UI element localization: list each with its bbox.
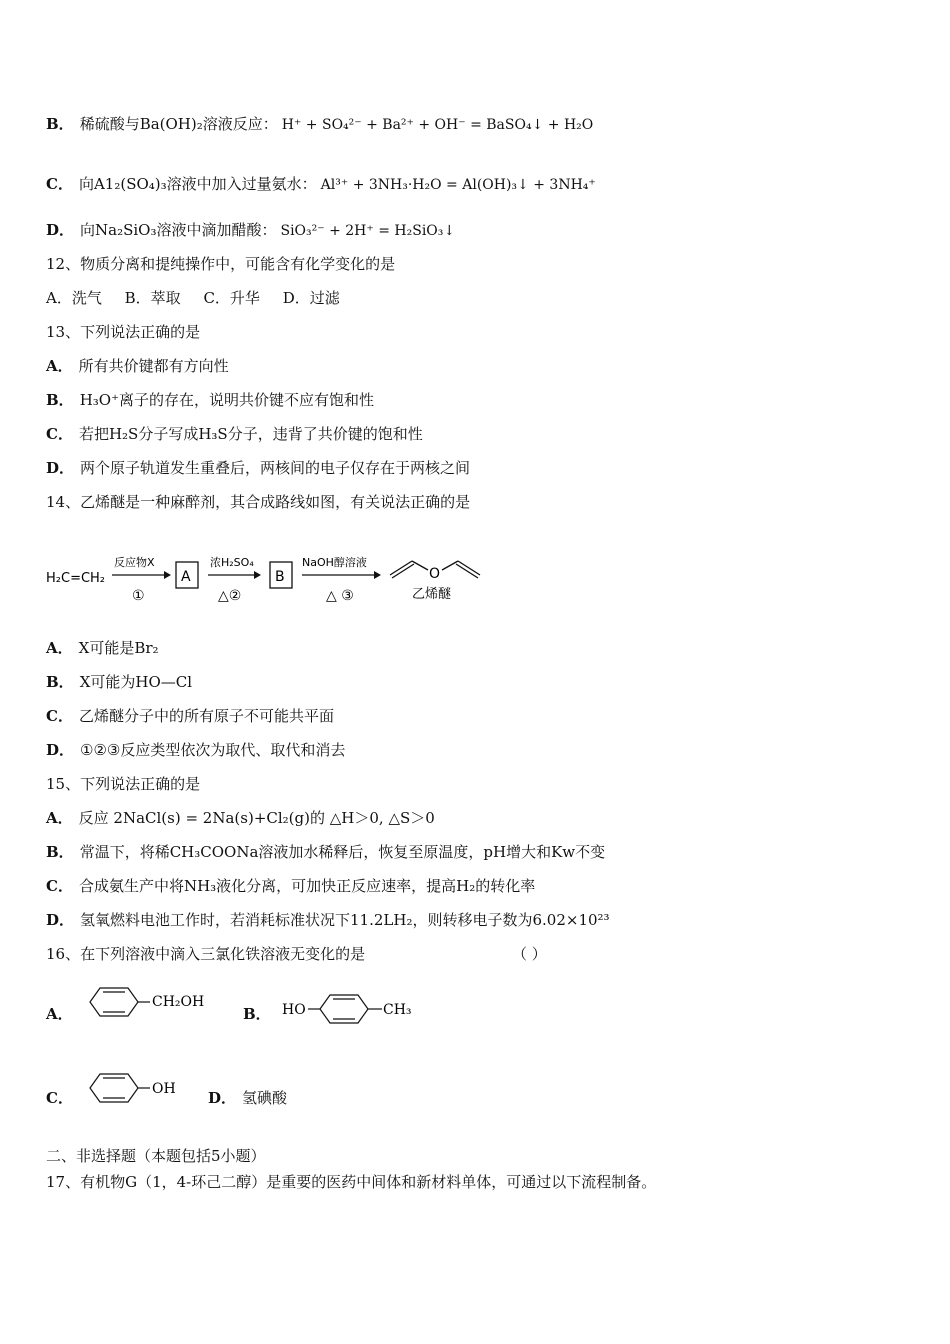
q16-option-c-label [46,1088,79,1108]
option-label: B． [46,115,74,133]
q12-stem: 12、物质分离和提纯操作中，可能含有化学变化的是 [46,255,396,273]
option-text: 两个原子轨道发生重叠后，两核间的电子仅存在于两核之间 [80,459,471,477]
product-name: 乙烯醚 [412,587,452,602]
box-a-label: A [181,569,191,585]
chemical-equation: H⁺ + SO₄²⁻ + Ba²⁺ + OH⁻ = BaSO₄↓ + H₂O [281,117,594,133]
option-text: 若把H₂S分子写成H₃S分子，违背了共价键的饱和性 [78,425,423,443]
box-b-label: B [275,569,285,585]
option-label: D． [46,911,75,929]
option-label: B． [46,843,74,861]
chemical-equation: SiO₃²⁻ + 2H⁺ = H₂SiO₃↓ [280,223,456,239]
option-label: B． [46,673,74,691]
scheme-start: H₂C=CH₂ [46,571,106,586]
q13-option-d [46,458,470,478]
option-text: H₃O⁺离子的存在，说明共价键不应有饱和性 [79,391,374,409]
q12-option-d: D．过滤 [282,289,340,307]
option-text: 氢氧燃料电池工作时，若消耗标准状况下11.2LH₂，则转移电子数为6.02×10²³ [80,911,610,929]
option-text: 所有共价键都有方向性 [78,357,229,375]
q16-option-a-label [46,1004,79,1024]
q14-option-a [46,638,159,658]
option-text: X可能是Br₂ [78,639,159,657]
q11-option-c [46,174,596,195]
q14-option-c [46,706,334,726]
phenol-structure [84,1070,184,1110]
q14-stem: 14、乙烯醚是一种麻醉剂，其合成路线如图，有关说法正确的是 [46,493,471,511]
q16-option-d [208,1088,287,1108]
option-text: ①②③反应类型依次为取代、取代和消去 [80,741,346,759]
option-text: 稀硫酸与Ba(OH)₂溶液反应： [79,115,278,133]
q16-stem: 16、在下列溶液中滴入三氯化铁溶液无变化的是 [46,945,366,963]
option-label: A． [46,1005,73,1023]
q11-option-b [46,114,593,135]
option-label: D． [46,741,75,759]
hydroxyl-label: HO [282,1002,306,1018]
step1-label: ① [132,588,145,604]
option-text: X可能为HO—Cl [79,673,193,691]
answer-bracket: （ ） [512,945,547,963]
q15-option-b [46,842,605,862]
option-text: 合成氨生产中将NH₃液化分离，可加快正反应速率，提高H₂的转化率 [78,877,536,895]
q15-stem: 15、下列说法正确的是 [46,775,201,793]
step3-label: △ ③ [326,588,354,604]
q14-option-b [46,672,192,692]
option-text: 乙烯醚分子中的所有原子不可能共平面 [78,707,334,725]
option-label: C． [46,707,73,725]
substituent-label: CH₂OH [152,994,205,1010]
q12-options [46,288,358,308]
section-heading: 二、非选择题（本题包括5小题） [46,1147,266,1165]
step1-reagent: 反应物X [114,556,155,569]
p-cresol-structure [280,990,430,1030]
q15-option-d [46,910,610,930]
step2-reagent: 浓H₂SO₄ [210,556,254,569]
q12-option-b: B．萃取 [124,289,181,307]
option-label: A． [46,809,73,827]
option-text: 常温下，将稀CH₃COONa溶液加水稀释后，恢复至原温度，pH增大和Kw不变 [79,843,606,861]
q13-stem: 13、下列说法正确的是 [46,323,201,341]
q14-option-d [46,740,345,760]
methyl-label: CH₃ [383,1002,412,1018]
q13-option-a [46,356,229,376]
option-label: C． [46,877,73,895]
q16-option-b-label [243,1004,277,1024]
step3-reagent: NaOH醇溶液 [302,556,367,569]
option-label: D． [46,459,75,477]
hydroxyl-label: OH [152,1081,176,1097]
option-label: A． [46,357,73,375]
chemical-equation: Al³⁺ + 3NH₃·H₂O = Al(OH)₃↓ + 3NH₄⁺ [320,177,596,193]
option-text: 反应 2NaCl(s) = 2Na(s)+Cl₂(g)的 △H＞0, △S＞0 [78,809,435,827]
option-text: 氢碘酸 [242,1089,288,1107]
option-label: B． [243,1005,271,1023]
option-label: B． [46,391,74,409]
ether-oxygen: O [429,566,441,582]
arrow-1-head [164,571,171,579]
synthesis-scheme [40,542,500,612]
q15-option-c [46,876,535,896]
option-label: D． [208,1089,237,1107]
step2-label: △② [218,588,242,604]
q13-option-c [46,424,423,444]
arrow-3-head [374,571,381,579]
q11-option-d [46,220,455,241]
option-text: 向A1₂(SO₄)₃溶液中加入过量氨水： [78,175,317,193]
option-label: C． [46,1089,73,1107]
benzyl-alcohol-structure [84,984,224,1024]
option-label: A． [46,639,73,657]
q12-option-a: A．洗气 [46,289,102,307]
q15-option-a [46,808,435,828]
q17-stem: 17、有机物G（1，4-环己二醇）是重要的医药中间体和新材料单体，可通过以下流程制备。 [46,1173,657,1191]
option-label: D． [46,221,75,239]
arrow-2-head [254,571,261,579]
option-label: C． [46,175,73,193]
q13-option-b [46,390,374,410]
option-label: C． [46,425,73,443]
option-text: 向Na₂SiO₃溶液中滴加醋酸： [80,221,277,239]
q12-option-c: C．升华 [203,289,260,307]
